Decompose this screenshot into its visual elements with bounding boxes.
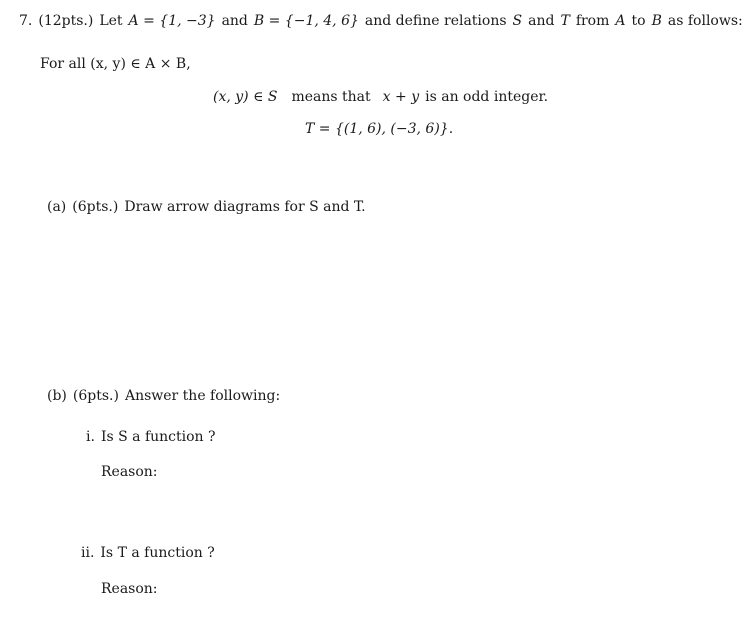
relation-s: S: [512, 13, 523, 29]
forall-clause: For all (x, y) ∈ A × B,: [40, 56, 191, 72]
part-b-label: (b): [47, 388, 67, 404]
to-word: to: [631, 13, 646, 29]
subpart-i-question: Is S a function ?: [100, 429, 216, 445]
and-1: and: [221, 13, 248, 29]
part-a: [47, 198, 366, 216]
subpart-ii: [81, 544, 215, 562]
statement-end: as follows:: [667, 13, 743, 29]
statement-middle: and define relations: [364, 13, 507, 29]
subpart-i: [86, 428, 216, 446]
s-expression: x + y: [382, 89, 420, 105]
s-rest: is an odd integer.: [425, 89, 549, 105]
relation-t: T: [560, 13, 570, 29]
problem-points: (12pts.): [38, 13, 94, 29]
s-definition: [213, 88, 548, 106]
and-2: and: [528, 13, 555, 29]
part-a-text: Draw arrow diagrams for S and T.: [124, 199, 366, 215]
set-a: A = {1, −3}: [128, 13, 216, 29]
set-b: B = {−1, 4, 6}: [253, 13, 359, 29]
part-b-text: Answer the following:: [124, 388, 281, 404]
problem-number: 7.: [19, 13, 33, 29]
subpart-ii-label: ii.: [81, 545, 95, 561]
from-word: from: [575, 13, 610, 29]
s-condition: (x, y) ∈ S: [213, 89, 278, 105]
part-a-points: (6pts.): [72, 199, 119, 215]
statement-prefix: Let: [99, 13, 123, 29]
from-set: A: [615, 13, 626, 29]
t-set: T = {(1, 6), (−3, 6)}.: [305, 121, 454, 137]
part-b: [47, 387, 280, 405]
problem-heading: [19, 12, 743, 30]
reason-i-label: Reason:: [101, 464, 158, 480]
s-means: means that: [291, 89, 371, 105]
part-b-points: (6pts.): [72, 388, 119, 404]
to-set: B: [651, 13, 662, 29]
t-definition: [305, 120, 453, 138]
subpart-i-label: i.: [86, 429, 95, 445]
part-a-label: (a): [47, 199, 67, 215]
subpart-ii-question: Is T a function ?: [100, 545, 215, 561]
reason-ii-label: Reason:: [101, 581, 158, 597]
